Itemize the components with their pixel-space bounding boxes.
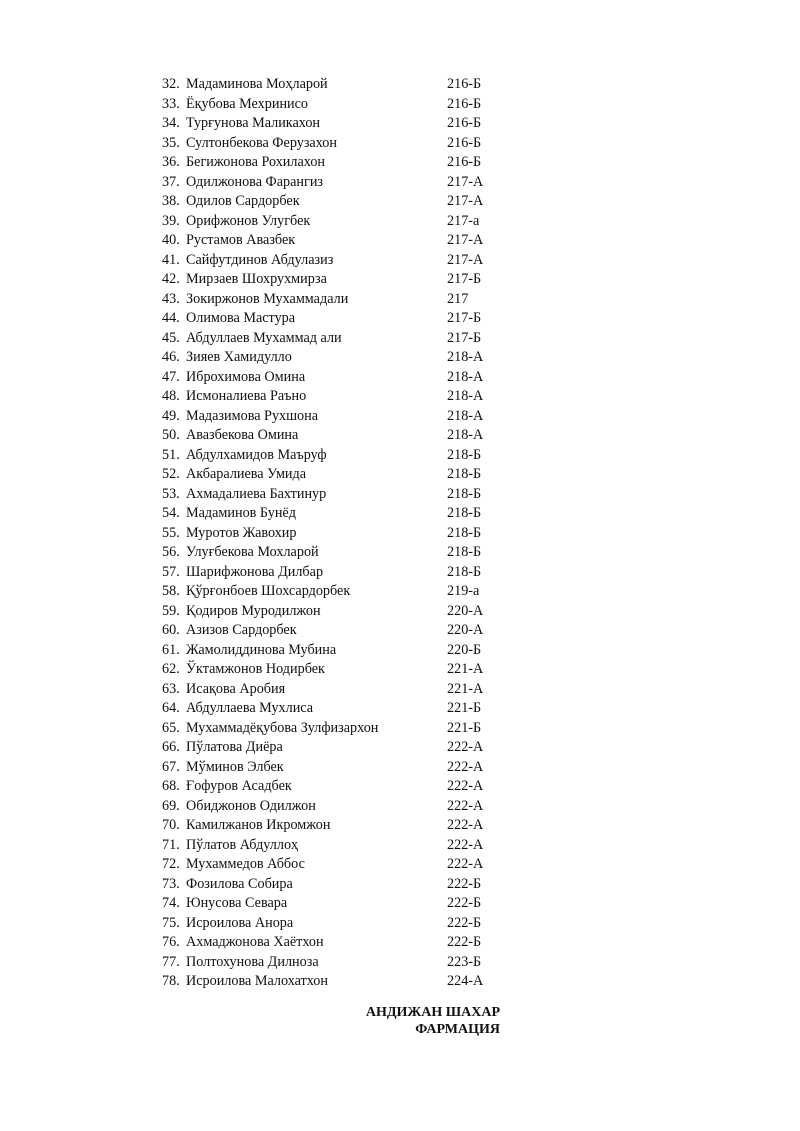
row-number: 63. <box>162 680 180 697</box>
student-name: Орифжонов Улугбек <box>186 212 311 229</box>
group-code: 222-А <box>447 817 484 833</box>
row-number: 48. <box>162 388 180 404</box>
row-number: 42. <box>162 271 180 287</box>
row-number: 67. <box>162 758 180 775</box>
list-item <box>162 621 522 641</box>
student-name: Мухаммадёқубова Зулфизархон <box>186 719 379 736</box>
row-number: 45. <box>162 329 180 346</box>
row-number: 52. <box>162 466 180 482</box>
group-code: 223-Б <box>447 953 482 970</box>
list-item <box>162 855 522 875</box>
list-item <box>162 972 522 992</box>
list-item <box>162 446 522 466</box>
group-code: 220-А <box>447 602 484 619</box>
group-code: 222-А <box>447 797 484 814</box>
row-number: 71. <box>162 836 180 853</box>
list-item <box>162 465 522 485</box>
student-name: Ёқубова Мехринисо <box>186 95 309 112</box>
group-code: 218-Б <box>447 485 482 502</box>
group-code: 222-А <box>447 739 484 755</box>
list-item <box>162 758 522 778</box>
student-list <box>162 75 522 992</box>
student-name: Ғофуров Асадбек <box>186 778 292 794</box>
row-number: 74. <box>162 895 180 911</box>
row-number: 70. <box>162 817 180 833</box>
list-item <box>162 602 522 622</box>
row-number: 73. <box>162 875 180 892</box>
list-item <box>162 251 522 271</box>
student-name: Юнусова Севара <box>186 895 288 911</box>
row-number: 55. <box>162 524 180 541</box>
row-number: 75. <box>162 914 180 931</box>
list-item <box>162 173 522 193</box>
list-item <box>162 933 522 953</box>
row-number: 43. <box>162 290 180 307</box>
student-name: Иброхимова Омина <box>186 368 306 385</box>
group-code: 217-Б <box>447 329 482 346</box>
student-name: Сайфутдинов Абдулазиз <box>186 251 334 268</box>
student-name: Бегижонова Рохилахон <box>186 154 326 170</box>
group-code: 219-а <box>447 583 480 599</box>
group-code: 217-А <box>447 232 484 248</box>
student-name: Исроилова Анора <box>186 914 294 931</box>
student-name: Мадазимова Рухшона <box>186 407 319 424</box>
row-number: 51. <box>162 446 180 463</box>
group-code: 218-А <box>447 388 484 404</box>
row-number: 69. <box>162 797 180 814</box>
group-code: 222-Б <box>447 875 482 892</box>
list-item <box>162 75 522 95</box>
row-number: 37. <box>162 173 180 190</box>
group-code: 218-Б <box>447 466 482 482</box>
group-code: 218-Б <box>447 544 482 560</box>
group-code: 218-А <box>447 368 484 385</box>
student-name: Пўлатова Диёра <box>186 739 283 755</box>
row-number: 61. <box>162 641 180 658</box>
row-number: 34. <box>162 115 180 131</box>
list-item <box>162 738 522 758</box>
group-code: 222-А <box>447 758 484 775</box>
student-name: Исроилова Малохатхон <box>186 973 328 989</box>
list-item <box>162 114 522 134</box>
student-name: Мўминов Элбек <box>186 758 284 775</box>
group-code: 218-Б <box>447 505 482 521</box>
row-number: 32. <box>162 76 180 92</box>
row-number: 64. <box>162 700 180 716</box>
group-code: 216-Б <box>447 95 482 112</box>
student-name: Улуғбекова Мохларой <box>186 544 319 560</box>
row-number: 33. <box>162 95 180 112</box>
student-name: Обиджонов Одилжон <box>186 797 316 814</box>
student-name: Жамолиддинова Мубина <box>186 641 337 658</box>
list-item <box>162 407 522 427</box>
student-name: Абдулхамидов Маъруф <box>186 446 327 463</box>
list-item <box>162 153 522 173</box>
student-name: Абдуллаев Мухаммад али <box>186 329 342 346</box>
row-number: 58. <box>162 583 180 599</box>
group-code: 221-А <box>447 661 484 677</box>
list-item <box>162 543 522 563</box>
row-number: 53. <box>162 485 180 502</box>
group-code: 221-Б <box>447 700 482 716</box>
group-code: 218-Б <box>447 446 482 463</box>
group-code: 216-Б <box>447 76 482 92</box>
list-item <box>162 95 522 115</box>
group-code: 222-Б <box>447 895 482 911</box>
row-number: 36. <box>162 154 180 170</box>
student-name: Олимова Мастура <box>186 310 296 326</box>
list-item <box>162 134 522 154</box>
row-number: 78. <box>162 973 180 989</box>
list-item <box>162 485 522 505</box>
row-number: 56. <box>162 544 180 560</box>
list-item <box>162 290 522 310</box>
list-item <box>162 387 522 407</box>
group-code: 216-Б <box>447 115 482 131</box>
list-item <box>162 719 522 739</box>
list-item <box>162 582 522 602</box>
student-name: Мадаминова Моҳларой <box>186 76 328 92</box>
group-code: 222-А <box>447 856 484 872</box>
student-name: Зияев Хамидулло <box>186 349 292 365</box>
group-code: 220-Б <box>447 641 482 658</box>
list-item <box>162 212 522 232</box>
row-number: 41. <box>162 251 180 268</box>
row-number: 72. <box>162 856 180 872</box>
row-number: 54. <box>162 505 180 521</box>
list-item <box>162 894 522 914</box>
row-number: 40. <box>162 232 180 248</box>
student-name: Ахмаджонова Хаётхон <box>186 934 324 950</box>
group-code: 217-Б <box>447 271 482 287</box>
list-item <box>162 426 522 446</box>
group-code: 218-Б <box>447 524 482 541</box>
group-code: 216-Б <box>447 134 482 151</box>
row-number: 38. <box>162 193 180 209</box>
student-name: Азизов Сардорбек <box>186 622 297 638</box>
student-name: Полтохунова Дилноза <box>186 953 319 970</box>
student-name: Шарифжонова Дилбар <box>186 563 324 580</box>
section-heading <box>330 1004 500 1038</box>
list-item <box>162 524 522 544</box>
row-number: 66. <box>162 739 180 755</box>
list-item <box>162 192 522 212</box>
row-number: 39. <box>162 212 180 229</box>
group-code: 218-А <box>447 349 484 365</box>
group-code: 217-Б <box>447 310 482 326</box>
group-code: 218-А <box>447 407 484 424</box>
list-item <box>162 368 522 388</box>
group-code: 217-А <box>447 193 484 209</box>
list-item <box>162 504 522 524</box>
list-item <box>162 816 522 836</box>
row-number: 65. <box>162 719 180 736</box>
student-name: Исмоналиева Раъно <box>186 388 307 404</box>
student-name: Исақова Аробия <box>186 680 286 697</box>
row-number: 46. <box>162 349 180 365</box>
row-number: 44. <box>162 310 180 326</box>
group-code: 217-А <box>447 173 484 190</box>
student-name: Одилов Сардорбек <box>186 193 300 209</box>
group-code: 222-А <box>447 778 484 794</box>
student-name: Пўлатов Абдуллоҳ <box>186 836 299 853</box>
row-number: 57. <box>162 563 180 580</box>
group-code: 221-Б <box>447 719 482 736</box>
student-name: Султонбекова Ферузахон <box>186 134 337 151</box>
student-name: Муротов Жавохир <box>186 524 297 541</box>
group-code: 217 <box>447 290 469 307</box>
row-number: 62. <box>162 661 180 677</box>
row-number: 47. <box>162 368 180 385</box>
group-code: 222-Б <box>447 914 482 931</box>
student-name: Мирзаев Шохрухмирза <box>186 271 327 287</box>
row-number: 49. <box>162 407 180 424</box>
group-code: 221-А <box>447 680 484 697</box>
student-name: Рустамов Авазбек <box>186 232 296 248</box>
list-item <box>162 641 522 661</box>
list-item <box>162 231 522 251</box>
list-item <box>162 563 522 583</box>
student-name: Турғунова Маликахон <box>186 115 321 131</box>
student-name: Ўктамжонов Нодирбек <box>186 661 325 677</box>
list-item <box>162 914 522 934</box>
list-item <box>162 953 522 973</box>
list-item <box>162 836 522 856</box>
student-name: Қодиров Муродилжон <box>186 602 321 619</box>
student-name: Қўрғонбоев Шохсардорбек <box>186 583 351 599</box>
list-item <box>162 660 522 680</box>
row-number: 77. <box>162 953 180 970</box>
group-code: 220-А <box>447 622 484 638</box>
group-code: 218-Б <box>447 563 482 580</box>
student-name: Одилжонова Фарангиз <box>186 173 324 190</box>
student-name: Зокиржонов Мухаммадали <box>186 290 349 307</box>
list-item <box>162 309 522 329</box>
student-name: Ахмадалиева Бахтинур <box>186 485 327 502</box>
list-item <box>162 680 522 700</box>
section-heading-city: АНДИЖАН ШАХАР <box>365 1005 500 1020</box>
row-number: 68. <box>162 778 180 794</box>
student-name: Абдуллаева Мухлиса <box>186 700 314 716</box>
group-code: 222-Б <box>447 934 482 950</box>
list-item <box>162 329 522 349</box>
row-number: 35. <box>162 134 180 151</box>
list-item <box>162 875 522 895</box>
list-item <box>162 777 522 797</box>
row-number: 60. <box>162 622 180 638</box>
group-code: 217-а <box>447 212 480 229</box>
list-item <box>162 699 522 719</box>
group-code: 222-А <box>447 836 484 853</box>
list-item <box>162 348 522 368</box>
student-name: Акбаралиева Умида <box>186 466 307 482</box>
list-item <box>162 270 522 290</box>
row-number: 50. <box>162 427 180 443</box>
student-name: Мухаммедов Аббос <box>186 856 305 872</box>
group-code: 224-А <box>447 973 484 989</box>
student-name: Камилжанов Икромжон <box>186 817 331 833</box>
student-name: Авазбекова Омина <box>186 427 299 443</box>
group-code: 217-А <box>447 251 484 268</box>
student-name: Фозилова Собира <box>186 875 293 892</box>
group-code: 216-Б <box>447 154 482 170</box>
group-code: 218-А <box>447 427 484 443</box>
list-item <box>162 797 522 817</box>
student-name: Мадаминов Бунёд <box>186 505 296 521</box>
section-heading-faculty: ФАРМАЦИЯ <box>415 1022 500 1037</box>
row-number: 59. <box>162 602 180 619</box>
row-number: 76. <box>162 934 180 950</box>
